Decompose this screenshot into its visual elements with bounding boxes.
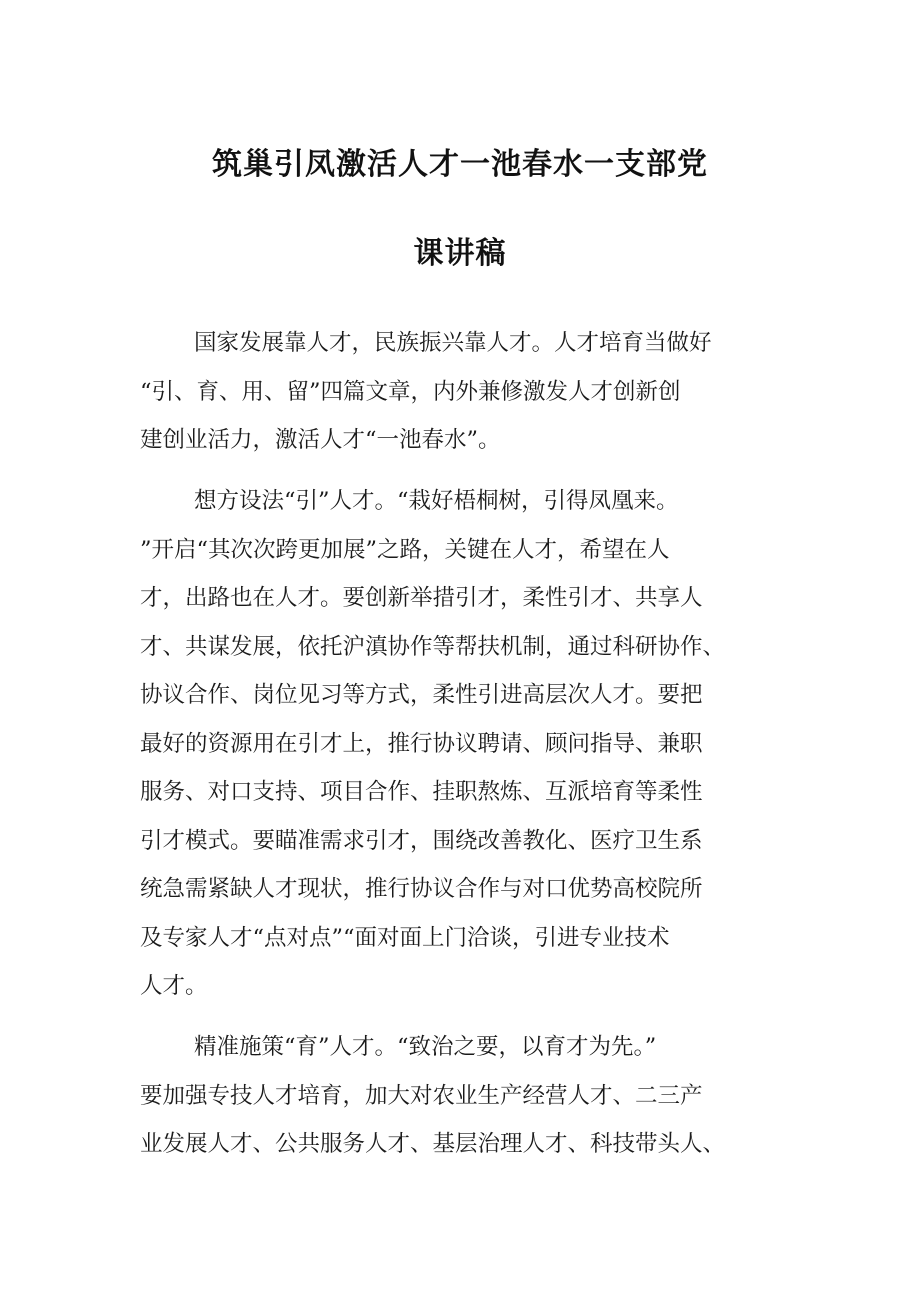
- paragraph-line: 业发展人才、公共服务人才、基层治理人才、科技带头人、: [140, 1131, 726, 1157]
- paragraph-line: 才，出路也在人才。要创新举措引才，柔性引才、共享人: [140, 585, 703, 611]
- paragraph-intro: [140, 319, 780, 465]
- paragraph-line: 引才模式。要瞄准需求引才，围绕改善教化、医疗卫生系: [140, 827, 703, 854]
- paragraph-line: 人才。: [140, 973, 208, 999]
- paragraph-line: 精准施策“育”人才。“致治之要，以育才为先。”: [194, 1034, 657, 1060]
- paragraph-line: 协议合作、岗位见习等方式，柔性引进高层次人才。要把: [140, 682, 703, 708]
- document-title-line-1: 筑巢引凤激活人才一池春水一支部党: [212, 147, 708, 182]
- paragraph-line: 服务、对口支持、项目合作、挂职熬炼、互派培育等柔性: [140, 779, 703, 805]
- paragraph-attract-talent: [140, 477, 780, 1011]
- paragraph-line: 想方设法“引”人才。“栽好梧桐树，引得凤凰来。: [194, 488, 679, 514]
- paragraph-line: 统急需紧缺人才现状，推行协议合作与对口优势高校院所: [140, 876, 703, 902]
- paragraph-line: 及专家人才“点对点”“面对面上门洽谈，引进专业技术: [140, 924, 670, 951]
- paragraph-cultivate-talent: [140, 1023, 780, 1169]
- paragraph-line: 才、共谋发展，依托沪滇协作等帮扶机制，通过科研协作、: [140, 633, 726, 660]
- paragraph-line: 国家发展靠人才，民族振兴靠人才。人才培育当做好: [194, 330, 712, 356]
- paragraph-line: “引、育、用、留”四篇文章，内外兼修激发人才创新创: [140, 378, 681, 405]
- paragraph-line: ”开启“其次次跨更加展”之路，关键在人才，希望在人: [140, 536, 670, 563]
- paragraph-line: 要加强专技人才培育，加大对农业生产经营人才、二三产: [140, 1082, 703, 1109]
- paragraph-line: 建创业活力，激活人才“一池春水”。: [140, 427, 501, 453]
- paragraph-line: 最好的资源用在引才上，推行协议聘请、顾问指导、兼职: [140, 730, 703, 757]
- document-title-line-2: 课讲稿: [413, 236, 507, 271]
